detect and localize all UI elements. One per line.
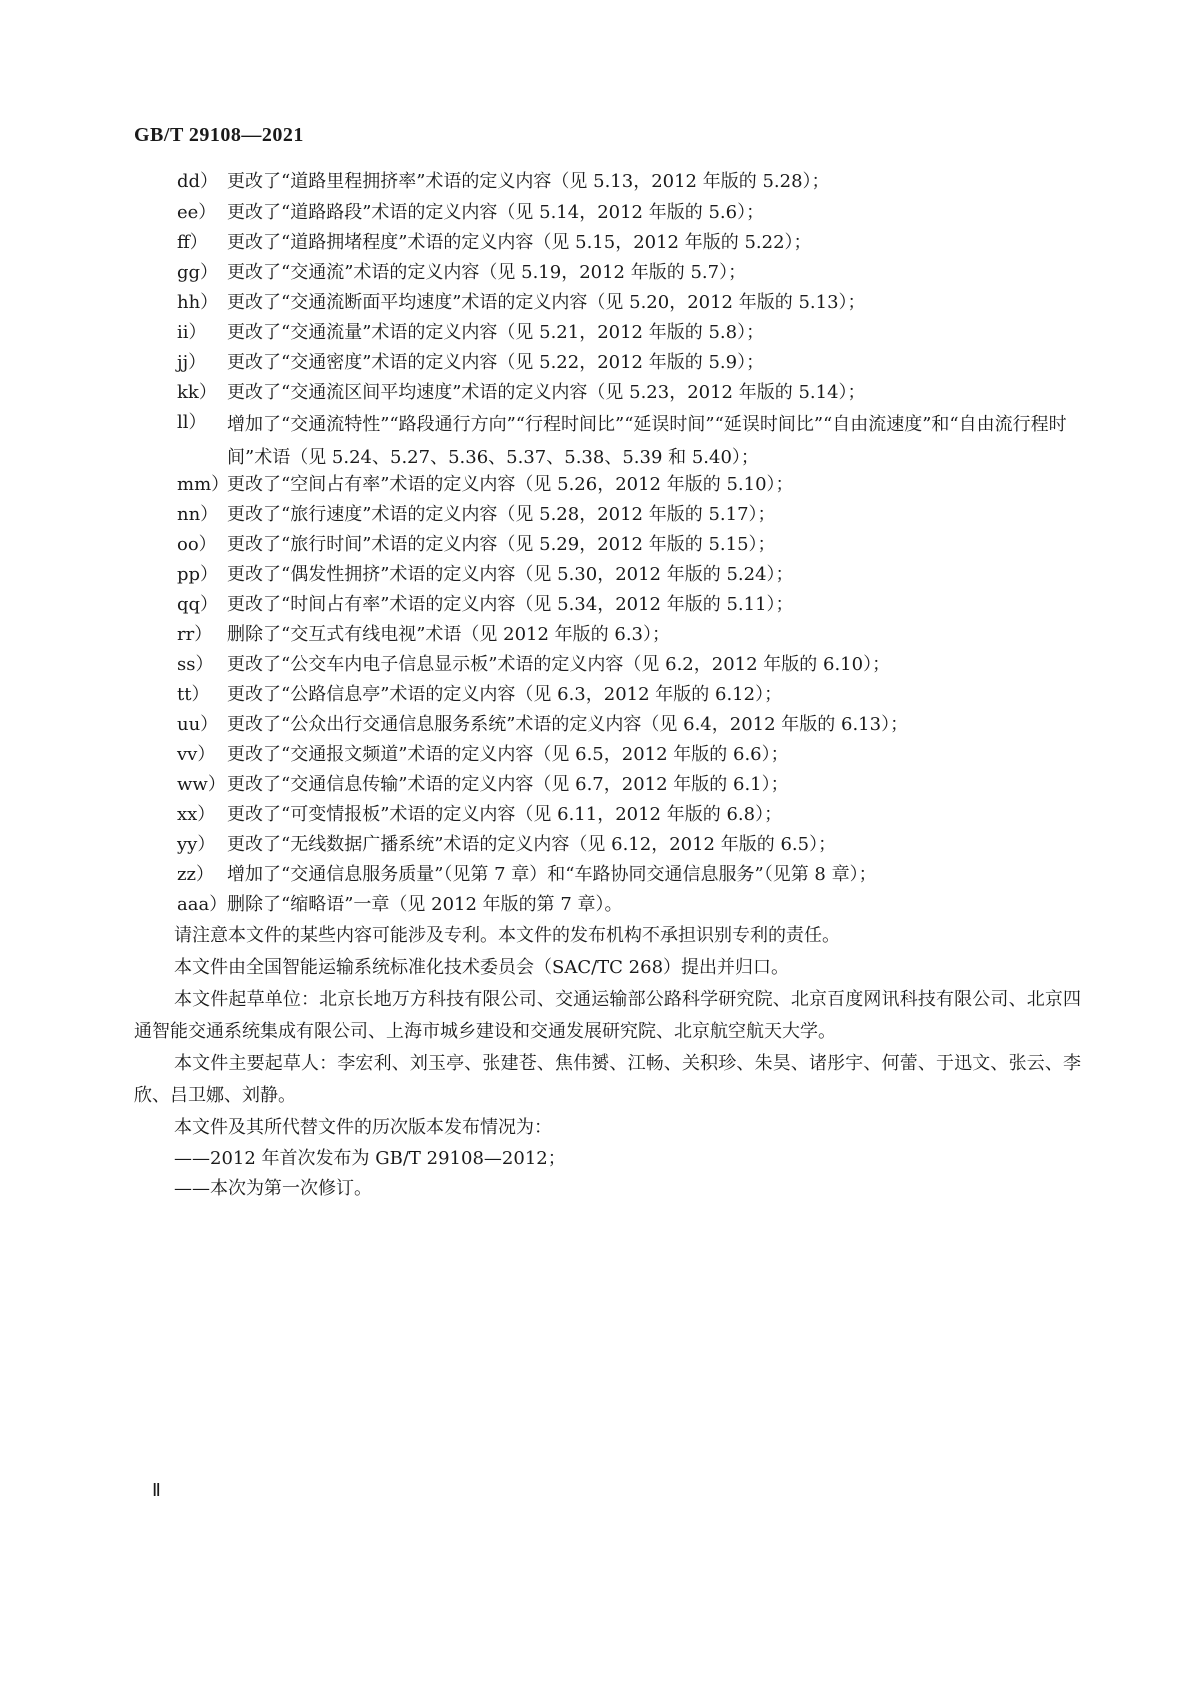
item-label: uu） (177, 714, 219, 735)
list-item (177, 198, 1081, 228)
item-label: ee） (177, 202, 217, 223)
item-label: dd） (177, 171, 219, 192)
item-label: mm） (177, 474, 230, 495)
item-text: 更改了“无线数据广播系统”术语的定义内容（见 6.12，2012 年版的 6.5）； (227, 834, 837, 855)
item-text: 更改了“交通密度”术语的定义内容（见 5.22，2012 年版的 5.9）； (227, 352, 765, 373)
history-item: ——2012 年首次发布为 GB/T 29108—2012； (174, 1148, 566, 1169)
list-item (177, 530, 1081, 560)
item-text: 更改了“时间占有率”术语的定义内容（见 5.34，2012 年版的 5.11）； (227, 594, 794, 615)
item-text: 更改了“道路里程拥挤率”术语的定义内容（见 5.13，2012 年版的 5.28）； (227, 171, 830, 192)
item-text: 增加了“交通信息服务质量”（见第 7 章）和“车路协同交通信息服务”（见第 8 章）； (227, 864, 877, 885)
item-text: 更改了“旅行时间”术语的定义内容（见 5.29，2012 年版的 5.15）； (227, 534, 776, 555)
item-text: 更改了“偶发性拥挤”术语的定义内容（见 5.30，2012 年版的 5.24）； (227, 564, 794, 585)
page-number: Ⅱ (152, 1480, 161, 1500)
list-item (177, 348, 1081, 378)
item-label: qq） (177, 594, 219, 615)
item-label: gg） (177, 262, 219, 283)
list-item (177, 860, 1081, 890)
list-item (177, 740, 1081, 770)
item-text: 删除了“缩略语”一章（见 2012 年版的第 7 章）。 (227, 894, 623, 915)
item-label: ll） (177, 412, 207, 433)
item-label: zz） (177, 864, 214, 885)
item-label: ss） (177, 654, 214, 675)
document-id: GB/T 29108—2021 (134, 124, 304, 146)
history-intro: 本文件及其所代替文件的历次版本发布情况为： (174, 1117, 552, 1138)
item-text: 更改了“交通流断面平均速度”术语的定义内容（见 5.20，2012 年版的 5.13）； (227, 292, 866, 313)
list-item (177, 288, 1081, 318)
item-text: 更改了“公交车内电子信息显示板”术语的定义内容（见 6.2，2012 年版的 6.10）； (227, 654, 891, 675)
item-text: 更改了“旅行速度”术语的定义内容（见 5.28，2012 年版的 5.17）； (227, 504, 776, 525)
item-label: ii） (177, 322, 207, 343)
item-text: 更改了“公众出行交通信息服务系统”术语的定义内容（见 6.4，2012 年版的 6.13）； (227, 714, 909, 735)
item-text: 更改了“可变情报板”术语的定义内容（见 6.11，2012 年版的 6.8）； (227, 804, 783, 825)
list-item (177, 258, 1081, 288)
item-label: vv） (177, 744, 216, 765)
item-label: oo） (177, 534, 217, 555)
item-text: 更改了“交通流区间平均速度”术语的定义内容（见 5.23，2012 年版的 5.14）； (227, 382, 866, 403)
list-item (177, 470, 1081, 500)
item-label: aaa） (177, 894, 228, 915)
item-label: nn） (177, 504, 219, 525)
list-item (177, 830, 1081, 860)
list-item (177, 318, 1081, 348)
list-item (177, 560, 1081, 590)
list-item (177, 167, 1081, 197)
item-label: ff） (177, 232, 208, 253)
item-text: 更改了“公路信息亭”术语的定义内容（见 6.3，2012 年版的 6.12）； (227, 684, 783, 705)
list-item (177, 408, 1081, 474)
history-item: ——本次为第一次修订。 (174, 1178, 372, 1199)
item-text: 更改了“交通报文频道”术语的定义内容（见 6.5，2012 年版的 6.6）； (227, 744, 789, 765)
item-label: xx） (177, 804, 216, 825)
item-text: 更改了“道路路段”术语的定义内容（见 5.14，2012 年版的 5.6）； (227, 202, 765, 223)
item-text: 删除了“交互式有线电视”术语（见 2012 年版的 6.3）； (227, 624, 671, 645)
drafting-organizations: 本文件起草单位：北京长地万方科技有限公司、交通运输部公路科学研究院、北京百度网讯科技有限公司、北京四通智能交通系统集成有限公司、上海市城乡建设和交通发展研究院、北京航空航天大学。 (134, 989, 1081, 1042)
list-item (177, 770, 1081, 800)
item-label: pp） (177, 564, 219, 585)
patent-notice: 请注意本文件的某些内容可能涉及专利。本文件的发布机构不承担识别专利的责任。 (174, 925, 840, 946)
item-text: 更改了“交通流量”术语的定义内容（见 5.21，2012 年版的 5.8）； (227, 322, 765, 343)
item-label: rr） (177, 624, 213, 645)
item-label: ww） (177, 774, 226, 795)
item-label: yy） (177, 834, 216, 855)
item-label: jj） (177, 352, 207, 373)
list-item (177, 228, 1081, 258)
item-text: 更改了“交通信息传输”术语的定义内容（见 6.7，2012 年版的 6.1）； (227, 774, 789, 795)
list-item (177, 620, 1081, 650)
list-item (177, 680, 1081, 710)
list-item (177, 890, 1081, 920)
list-item (177, 800, 1081, 830)
item-text: 更改了“道路拥堵程度”术语的定义内容（见 5.15，2012 年版的 5.22）； (227, 232, 812, 253)
item-label: kk） (177, 382, 217, 403)
list-item (177, 710, 1081, 740)
list-item (177, 500, 1081, 530)
item-label: hh） (177, 292, 219, 313)
item-text: 增加了“交通流特性”“路段通行方向”“行程时间比”“延误时间”“延误时间比”“自由流速度”和“自由流行程时间”术语（见 5.24、5.27、5.36、5.37、5.38、5.39 和 5.40）； (227, 414, 1067, 468)
list-item (177, 378, 1081, 408)
committee-statement: 本文件由全国智能运输系统标准化技术委员会（SAC/TC 268）提出并归口。 (174, 957, 790, 978)
item-text: 更改了“空间占有率”术语的定义内容（见 5.26，2012 年版的 5.10）； (227, 474, 794, 495)
list-item (177, 590, 1081, 620)
item-label: tt） (177, 684, 210, 705)
item-text: 更改了“交通流”术语的定义内容（见 5.19，2012 年版的 5.7）； (227, 262, 747, 283)
main-drafters: 本文件主要起草人：李宏利、刘玉亭、张建苍、焦伟赟、江畅、关积珍、朱昊、诸彤宇、何蕾、于迅文、张云、李欣、吕卫娜、刘静。 (134, 1053, 1081, 1106)
list-item (177, 650, 1081, 680)
